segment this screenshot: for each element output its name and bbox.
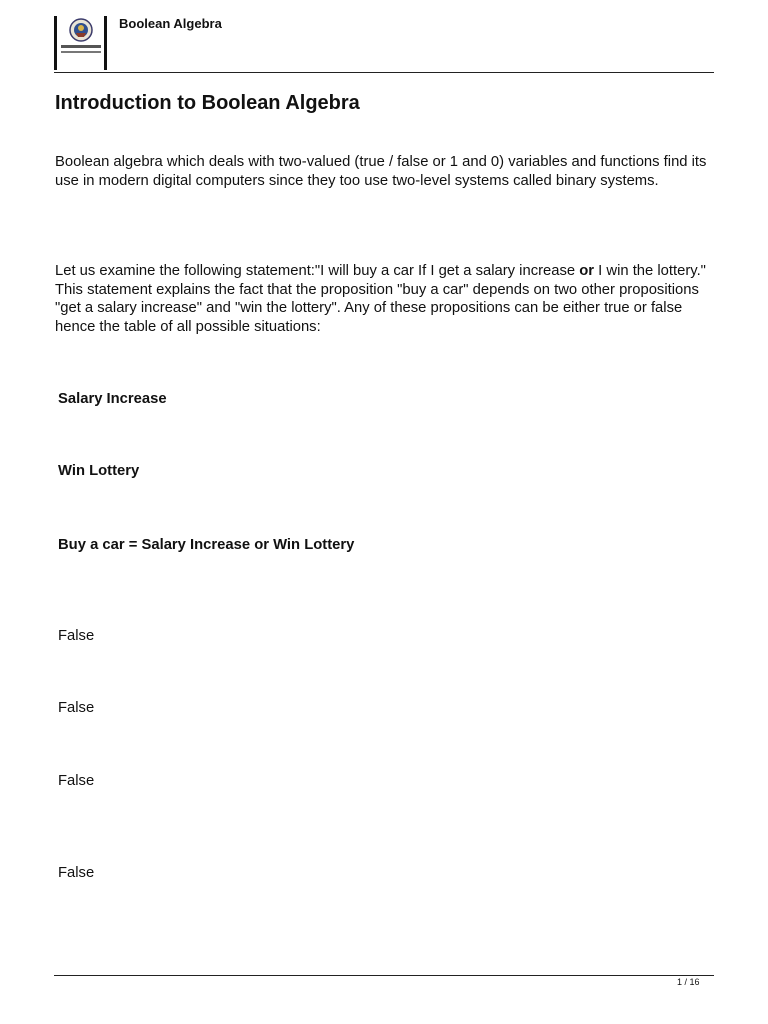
example-text-or: or <box>579 263 595 279</box>
institute-seal-logo-icon <box>54 16 110 70</box>
table-header-buy-a-car: Buy a car = Salary Increase or Win Lottery <box>58 537 355 553</box>
institute-logo <box>54 16 110 70</box>
header-divider <box>54 72 714 73</box>
intro-paragraph: Boolean algebra which deals with two-valued (true / false or 1 and 0) variables and functions find its use in modern digital computers since they too use two-level systems called binary systems. <box>55 154 707 189</box>
table-cell: False <box>58 700 95 716</box>
footer-divider <box>54 975 714 976</box>
table-header-win-lottery: Win Lottery <box>58 463 140 479</box>
header-title: Boolean Algebra <box>119 16 222 31</box>
table-cell: False <box>58 628 95 644</box>
example-text-start: Let us examine the following statement:"I will buy a car If I get a salary increase <box>55 263 580 279</box>
table-cell: False <box>58 773 95 789</box>
example-text-end: I win the lottery." This statement explains the fact that the proposition "buy a car" depends on two other propositions "get a salary increase" and "win the lottery". Any of these propositions can be either true or false hence the table of all possible situations: <box>55 263 706 335</box>
page-title: Introduction to Boolean Algebra <box>55 92 360 114</box>
page-number: 1 / 16 <box>677 977 700 987</box>
table-header-salary-increase: Salary Increase <box>58 391 167 407</box>
table-cell: False <box>58 865 95 881</box>
example-paragraph <box>55 262 715 336</box>
